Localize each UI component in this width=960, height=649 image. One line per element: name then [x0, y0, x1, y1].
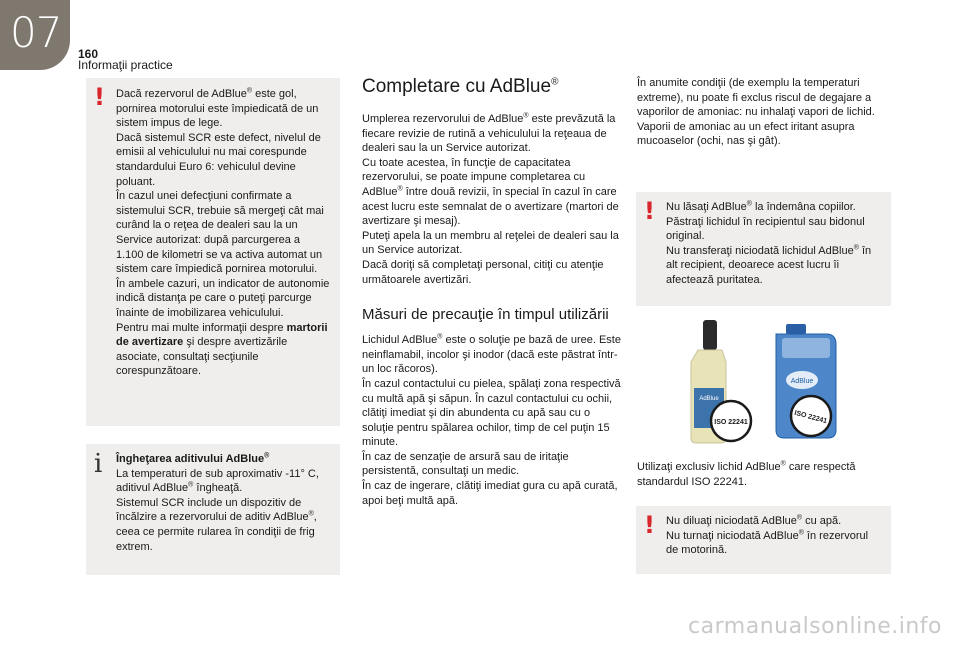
paragraph: Umplerea rezervorului de AdBlue® este prevăzută la fiecare revizie de rutină a vehiculului la reţeaua de dealeri sau la un Service autorizat.: [362, 112, 616, 155]
warning-box-children: [636, 192, 891, 306]
paragraph: La temperaturi de sub aproximativ -11° C, aditivul AdBlue® îngheaţă.: [116, 467, 319, 495]
warning-text: [666, 514, 881, 558]
warning-box-dilute: [636, 506, 891, 574]
vapours-column: [637, 76, 897, 149]
paragraph: Dacă rezervorul de AdBlue® este gol, pornirea motorului este împiedicată de un sistem impus de lege.: [116, 87, 319, 130]
refill-text: [362, 112, 624, 287]
paragraph: Sistemul SCR include un dispozitiv de încălzire a rezervorului de aditiv AdBlue®, ceea ce permite rularea în condiţii de frig extrem.: [116, 496, 317, 553]
paragraph: În caz de ingerare, clătiţi imediat gura cu apă curată, apoi beţi multă apă.: [362, 480, 618, 507]
warning-icon: !: [644, 511, 655, 539]
refill-column: [362, 76, 624, 508]
paragraph: În ambele cazuri, un indicator de autonomie indică distanţa pe care o puteţi parcurge înainte de imobilizarea vehiculului.: [116, 277, 330, 319]
precautions-heading: Măsuri de precauţie în timpul utilizării: [362, 306, 609, 324]
paragraph: Lichidul AdBlue® este o soluţie pe bază de uree. Este neinflamabil, incolor şi inodor (dacă este păstrat într-un loc răcoros).: [362, 333, 621, 376]
precautions-text: [362, 333, 624, 508]
paragraph: În cazul unei defecţiuni confirmate a sistemului SCR, trebuie să mergeţi cât mai curând la o reţea de dealeri sau la un Service autorizat: după parcurgerea a 1.100 de kilometri se va activa automat un sistem care împiedică pornirea motorului.: [116, 190, 324, 276]
paragraph: Dacă doriţi să completaţi personal, citiţi cu atenţie următoarele avertizări.: [362, 258, 604, 286]
info-icon: i: [94, 449, 103, 479]
paragraph: Nu turnaţi niciodată AdBlue® în rezervorul de motorină.: [666, 528, 869, 557]
paragraph: Pentru mai multe informaţii despre martorii de avertizare şi despre avertizările asociate, consultaţi secţiunile corespunzătoare.: [116, 321, 328, 378]
warning-icon: !: [94, 83, 105, 111]
watermark: carmanualsonline.info: [688, 614, 942, 639]
vapours-text: În anumite condiţii (de exemplu la temperaturi extreme), nu poate fi exclus riscul de degajare a vaporilor de amoniac: nu inhalaţi vapori de lichid. Vaporii de amoniac au un efect iritant asupra mucoaselor (ochi, nas şi gât).: [637, 77, 875, 148]
paragraph: Dacă sistemul SCR este defect, nivelul de emisii al vehiculului nu mai corespunde standardului Euro 6: vehiculul devine poluant.: [116, 131, 321, 188]
iso-badge: [791, 396, 831, 436]
paragraph: Nu lăsaţi AdBlue® la îndemâna copiilor.: [666, 200, 856, 213]
paragraph: Cu toate acestea, în funcţie de capacitatea rezervorului, se poate impune completarea cu AdBlue® între două revizii, în special în cazul în care acest lucru este semnalat de o avertizare (martori de avertizare şi mesaj).: [362, 156, 619, 228]
warning-icon: !: [644, 197, 655, 225]
info-title: Îngheţarea aditivului AdBlue®: [116, 452, 270, 465]
info-box-freezing: [86, 444, 340, 575]
warning-box-empty-tank: [86, 78, 340, 426]
paragraph: Nu diluaţi niciodată AdBlue® cu apă.: [666, 514, 842, 527]
paragraph: În cazul contactului cu pielea, spălaţi zona respectivă cu multă apă şi săpun. În cazul contactului cu ochii, clătiţi imediat şi din abundenta cu apă sau cu o soluţie pentru spălarea ochilor, timp de cel puţin 15 minute.: [362, 377, 621, 449]
chapter-number: 07: [10, 8, 62, 57]
adblue-product-image: [676, 318, 860, 446]
canister-label: AdBlue: [790, 378, 814, 385]
iso-caption: Utilizaţi exclusiv lichid AdBlue® care respectă standardul ISO 22241.: [637, 460, 856, 488]
paragraph: Puteţi apela la un membru al reţelei de dealeri sau la un Service autorizat.: [362, 229, 619, 257]
svg-text:ISO 22241: ISO 22241: [714, 419, 748, 426]
info-text: [116, 452, 330, 554]
chapter-tab: [0, 0, 70, 70]
iso-badge: [711, 401, 751, 441]
paragraph: Păstraţi lichidul în recipientul sau bidonul original.: [666, 215, 865, 243]
bold-term: martorii de avertizare: [116, 321, 328, 349]
paragraph: Nu transferaţi niciodată lichidul AdBlue® în alt recipient, deoarece acest lucru îi afectează puritatea.: [666, 244, 872, 286]
svg-text:ISO 22241: ISO 22241: [793, 409, 828, 426]
page-number: 160: [78, 47, 99, 61]
refill-heading: Completare cu AdBlue®: [362, 76, 559, 97]
warning-text: [666, 200, 881, 288]
warning-text: [116, 87, 330, 379]
bottle-label: AdBlue: [699, 396, 719, 402]
paragraph: În caz de senzaţie de arsură sau de iritaţie persistentă, consultaţi un medic.: [362, 450, 569, 478]
section-title: Informaţii practice: [78, 58, 173, 72]
